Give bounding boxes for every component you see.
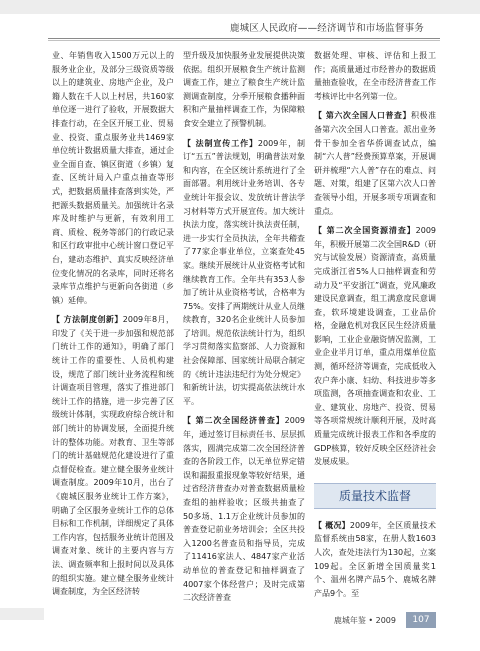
header-rule	[48, 38, 440, 39]
top-band	[0, 0, 480, 14]
entry	[52, 313, 174, 598]
entry-heading: 【 方法制度创新】	[52, 315, 123, 325]
running-footer	[0, 612, 480, 632]
header-rule-thin	[48, 40, 440, 41]
entry-heading: 【 第二次全国经济普查】	[183, 416, 285, 426]
entry	[314, 519, 436, 601]
section-title: 质量技术监督	[314, 483, 436, 509]
entry	[314, 224, 436, 469]
entry-body: 2009年8月，印发了《关于进一步加强和规范部门统计工作的通知》，明确了部门统计工作的重要性、人员机构建设，规范了部门统计业务流程和统计调查项目管理，落实了推进部门统计工作的措施，进一步完善了区级统计体制，实现政府综合统计和部门统计的协调发展，全面提升统计的整体功能。对教育、卫生等部门的统计基础规范化建设进行了重点督促检查。建立健全服务业统计调查制度。2009年10月，出台了《鹿城区服务业统计工作方案》，明确了全区服务业统计工作的总体目标和工作机制，详细规定了具体工作内容，包括服务业统计范围及调查对象、统计的主要内容与方法、调查频率和上报时间以及具体的组织实施。建立健全服务业统计调查制度，为全区经济转	[52, 315, 174, 597]
entry-body: 2009年，全区质量技术监督系统由58家，在册人数1603人次，查处违法行为130起，立案109起。全区新增全国质量奖1个、温州名牌产品5个、鹿城名牌产品9个。至	[314, 520, 436, 598]
entry	[314, 109, 436, 218]
entry-heading: 【 概况】	[314, 520, 350, 530]
entry-heading: 【 第六次全国人口普查】	[314, 111, 411, 121]
header-title: 鹿城区人民政府——经济调节和市场监督事务	[229, 23, 424, 34]
entry-body: 2009年，积极开展第二次全国R&D（研究与试验发展）资源清查，高质量完成浙江省5%人口抽样调查和劳动力及“平安浙江”调查，党风廉政建设民意调查，组工满意度民意调查，软环境建设调查，工业品价格，金融危机对我区民生经济质量影响，工业企业融资情况监测，工业企业半月订单，重点用煤单位监测，循环经济等调查，完成低收入农户奔小康、妇幼、科技进步等多项监测，各项抽查调查和农业、工业、建筑业、房地产、投资、贸易等各项常规统计顺利开展，及时高质量完成统计报表工作和各季度的GDP核算，较好反映全区经济社会发展成果。	[314, 226, 436, 467]
entry-body: 2009年，通过签订目标责任书、层层抓落实，圆满完成第二次全国经济普查的各阶段工作，以无单位界定错误和漏报重报现象等较好结果，通过省经济普查办对普查数据质量检查组的抽样验收；区级共抽查了50多场、1.1万企业统计员参加的普查登记前业务培训会；全区共投入1200名普查员和指导员，完成了11416家法人、4847家产业活动单位的普查登记和抽样调查了4007家个体经营户；及时完成第二次经济普查	[183, 416, 305, 603]
page-number: 107	[406, 612, 436, 628]
paragraph: 型升级及加快服务业发展提供决策依据。组织开展粮食生产统计监测调查工作，建立了粮食生产统计监测调查制度，分季开展粮食播种面积和产量抽样调查工作，为保障粮食安全建立了预警机制。	[183, 51, 305, 128]
entry-heading: 【 法制宣传工作】	[183, 138, 258, 148]
paragraph: 数据处理、审核、评估和上报工作；高质量通过市经普办的数据质量抽查验收，在全市经济普查工作考核评比中名列第一位。	[314, 51, 436, 101]
entry	[183, 137, 305, 409]
entry	[183, 414, 305, 604]
footer-book-title: 鹿城年鉴 • 2009	[333, 616, 396, 625]
running-header	[0, 20, 480, 36]
column-3	[314, 49, 436, 609]
paragraph: 业、年销售收入1500万元以上的服务业企业，及部分三级资质等级以上的建筑业、房地产企业，及户籍人数在千人以上村居，共160家单位逐一进行了验收，开展数据大排查行动，在全区开展工业、贸易业、投资、重点服务业共1469家单位统计数据质量大排查，通过企业全面自查、镇区街道（乡镇）复查、区统计局入户重点抽查等形式，把数据质量排查落到实处，严把源头数据质量关。加强统计名录库及时维护与更新，有效利用工商、质检、税务等部门的行政记录和区行政审批中心统计窗口登记平台，建动态维护、真实反映经济单位变化情况的名录库，同时还将名录库节点维护与更新向各街道（乡镇）延伸。	[52, 51, 174, 305]
entry-body: 2009年，制订“五五”普法规划，明确普法对象和内容，在全区统计系统进行了全面部署。利用统计业务培训、各专业统计年报会议、发放统计普法学习材料等方式开展宣传。加大统计执法力度，落实统计执法责任制，进一步实行全员执法，全年共稽查了77家企事业单位，立案查处45家。继续开展统计从业资格考试和继续教育工作。全年共有353人参加了统计从业资格考试，合格率为75%。安排了两期统计从业人员继续教育，320名企业统计人员参加了培训。规范依法统计行为，组织学习贯彻落实监察部、人力资源和社会保障部、国家统计局联合制定的《统计违法违纪行为处分规定》和新统计法，切实提高依法统计水平。	[183, 138, 305, 406]
column-2	[183, 49, 305, 609]
entry-body: 积极准备第六次全国人口普查。派出业务骨干参加全省华侨调查试点，编制“六人普”经费预算草案，开展调研并梳理“六人普”存在的难点、问题、对策，组建了区第六次人口普查领导小组，开展多项专项调查和重点。	[314, 111, 436, 216]
entry-heading: 【 第二次全国资源清查】	[314, 226, 416, 236]
column-1	[52, 49, 174, 609]
